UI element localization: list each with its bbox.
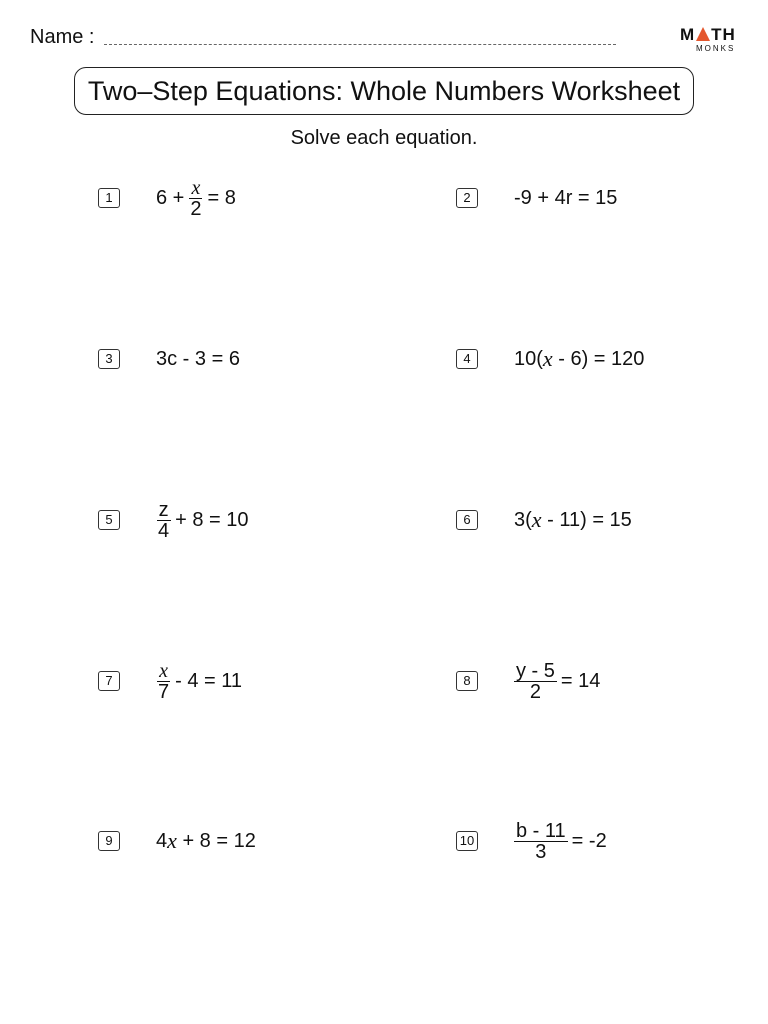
worksheet-title-text: Two–Step Equations: Whole Numbers Worksheet	[87, 75, 681, 106]
equation-part: + 8 = 12	[176, 829, 256, 852]
equation-part: - 4 = 11	[175, 669, 243, 692]
equation-variable: x	[542, 346, 553, 371]
fraction	[188, 178, 203, 219]
logo-subtitle: MONKS	[696, 44, 736, 53]
equation-text: -9 + 4r = 15	[514, 186, 618, 209]
equation-part: + 8 = 10	[175, 508, 249, 531]
numerator: b - 11	[516, 819, 566, 842]
equation	[156, 339, 240, 379]
equation	[156, 661, 242, 701]
equation-part: - 6) = 120	[552, 347, 645, 370]
fraction	[514, 661, 557, 702]
equation	[156, 821, 256, 861]
logo-letters-end: TH	[711, 25, 736, 44]
equation-part: = -2	[571, 829, 607, 852]
equation	[514, 661, 600, 701]
worksheet-title	[74, 67, 694, 115]
equation-variable: x	[531, 507, 542, 532]
logo-letters-start: M	[680, 25, 696, 44]
denominator: 2	[190, 197, 202, 220]
denominator: 2	[529, 680, 542, 703]
problem-number: 3	[98, 349, 120, 369]
equation-text: 3c - 3 = 6	[156, 347, 240, 370]
numerator: y - 5	[516, 659, 555, 682]
problem-number: 4	[456, 349, 478, 369]
name-field[interactable]	[104, 44, 616, 45]
problem-number: 2	[456, 188, 478, 208]
problem-number: 6	[456, 510, 478, 530]
equation	[514, 821, 607, 861]
equation-part: = 8	[207, 186, 236, 209]
equation	[514, 178, 617, 218]
equation-part: 10(	[514, 347, 543, 370]
equation-part: = 14	[560, 669, 601, 692]
equation-part: 6 +	[156, 186, 185, 209]
denominator: 7	[158, 680, 170, 703]
problem-number: 9	[98, 831, 120, 851]
denominator: 3	[535, 840, 547, 863]
triangle-icon	[696, 27, 710, 41]
instruction-text: Solve each equation.	[290, 127, 478, 149]
fraction	[514, 821, 568, 862]
numerator: x	[159, 659, 168, 682]
fraction	[156, 661, 171, 702]
name-label: Name :	[30, 26, 95, 48]
problem-number: 8	[456, 671, 478, 691]
numerator: x	[191, 176, 201, 199]
equation-part: - 11) = 15	[541, 508, 632, 531]
fraction	[156, 500, 171, 541]
equation-variable: x	[167, 828, 177, 853]
numerator: z	[158, 498, 169, 521]
equation-part: 3(	[514, 508, 532, 531]
equation	[514, 500, 632, 540]
math-monks-logo	[680, 26, 740, 56]
problem-number: 5	[98, 510, 120, 530]
equation	[514, 339, 644, 379]
problem-number: 1	[98, 188, 120, 208]
equation-part: 4	[156, 829, 168, 852]
equation	[156, 500, 249, 540]
denominator: 4	[158, 519, 170, 542]
equation	[156, 178, 236, 218]
problem-number: 7	[98, 671, 120, 691]
problem-number: 10	[456, 831, 478, 851]
